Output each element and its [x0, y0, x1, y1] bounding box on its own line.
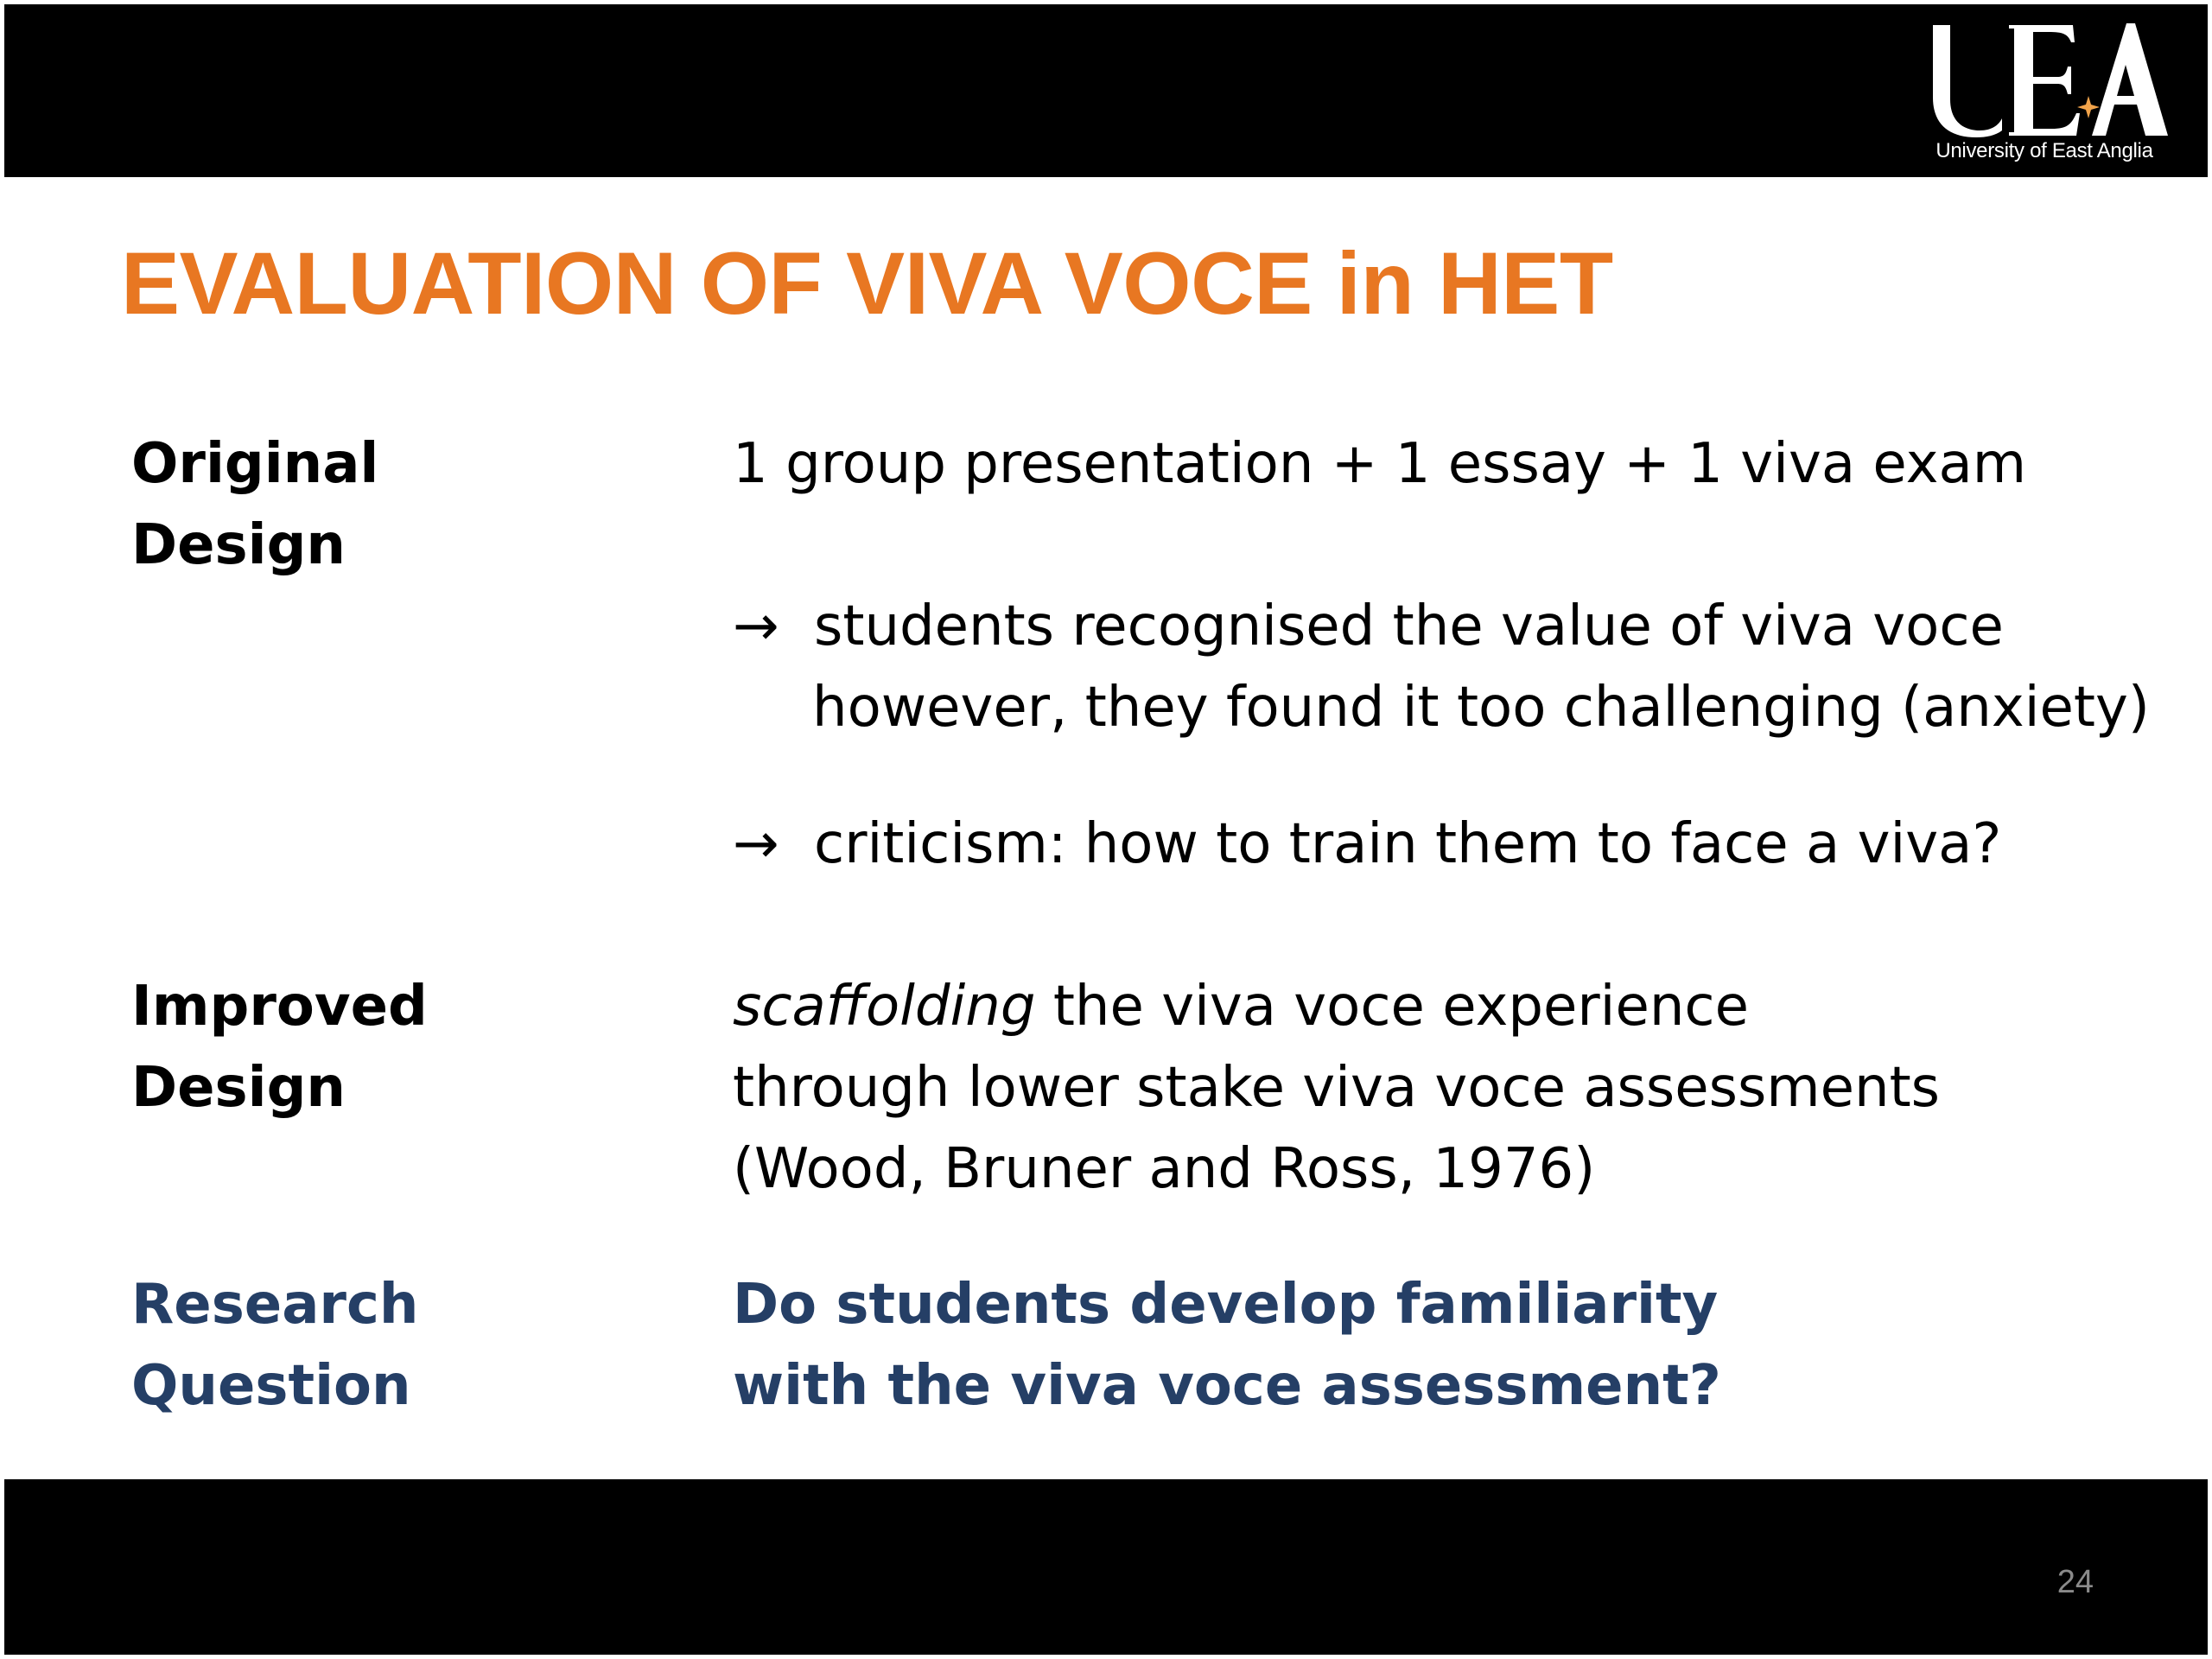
improved-design-text — [733, 966, 1940, 1210]
research-question-text — [733, 1264, 1721, 1427]
point1-line2: however, they found it too challenging (anxiety) — [812, 676, 2150, 740]
label-research-question — [131, 1264, 650, 1427]
point1-line1: students recognised the value of viva voce — [814, 594, 2004, 658]
page-number: 24 — [2056, 1564, 2094, 1600]
logo-caption: University of East Anglia — [1936, 139, 2153, 162]
research-line2: with the viva voce assessment? — [733, 1354, 1721, 1418]
header-bar — [4, 4, 2208, 177]
research-line1: Do students develop familiarity — [733, 1273, 1719, 1337]
star-icon — [2077, 96, 2100, 118]
improved-line2: through lower stake viva voce assessments — [733, 1056, 1940, 1120]
uea-logo-mark — [1919, 20, 2170, 141]
label-original-design — [131, 423, 650, 586]
label-research-line2: Question — [131, 1354, 411, 1418]
slide-title: EVALUATION OF VIVA VOCE in HET — [121, 234, 1613, 333]
improved-line1-rest: the viva voce experience — [1035, 975, 1749, 1039]
arrow-icon: → — [733, 594, 779, 658]
label-research-line1: Research — [131, 1273, 419, 1337]
original-design-point-1 — [733, 586, 2150, 748]
point2-text: criticism: how to train them to face a viva? — [814, 812, 2002, 876]
label-original-line2: Design — [131, 513, 346, 577]
original-design-summary: 1 group presentation + 1 essay + 1 viva exam — [733, 432, 2027, 496]
label-improved-design — [131, 966, 650, 1128]
original-design-point-2 — [733, 804, 2001, 885]
scaffolding-term: scaffolding — [733, 975, 1036, 1039]
label-original-line1: Original — [131, 432, 379, 496]
footer-bar — [4, 1479, 2208, 1655]
improved-citation: (Wood, Bruner and Ross, 1976) — [733, 1137, 1596, 1201]
uea-logo — [1919, 20, 2170, 171]
label-improved-line2: Design — [131, 1056, 346, 1120]
arrow-icon: → — [733, 812, 779, 876]
label-improved-line1: Improved — [131, 975, 428, 1039]
